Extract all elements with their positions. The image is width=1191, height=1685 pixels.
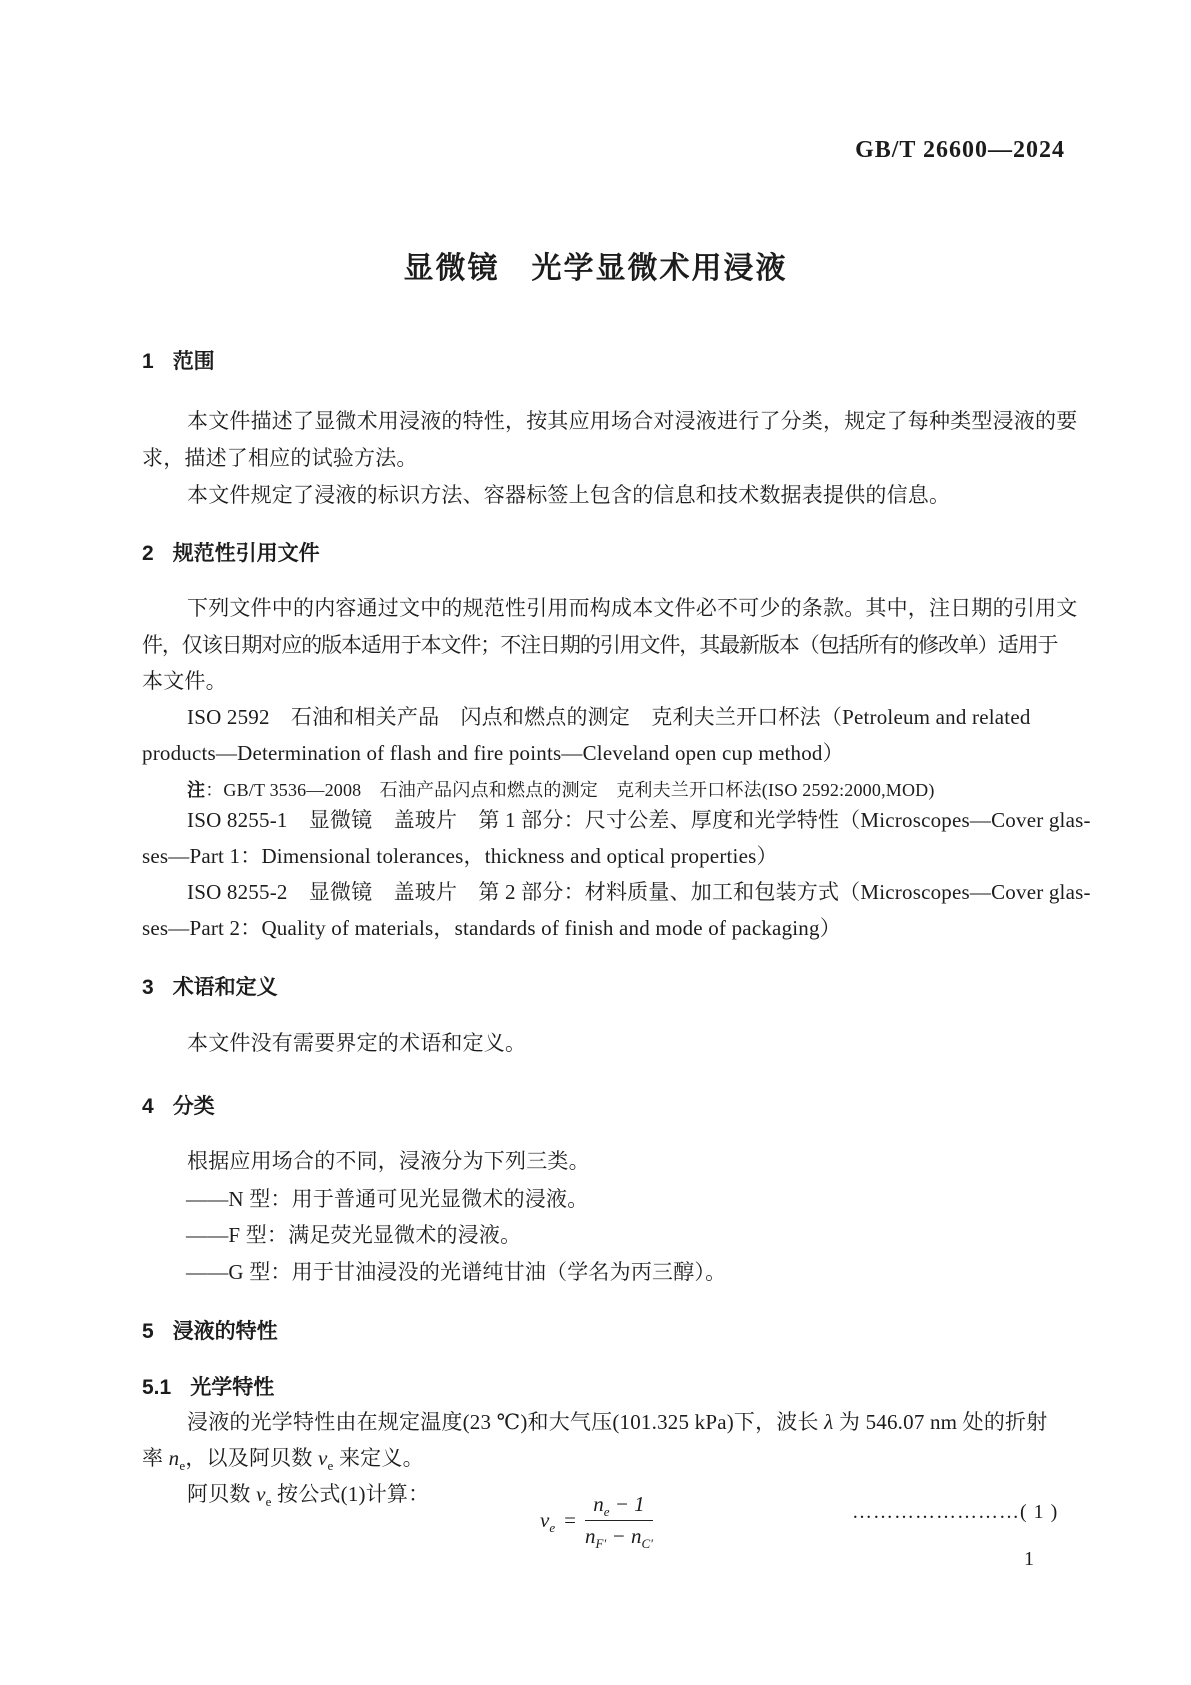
fraction-denominator: [584, 1521, 653, 1552]
equation-leader: [852, 1501, 1058, 1524]
formula-lhs: [540, 1508, 556, 1536]
subscript: e: [549, 1520, 556, 1536]
paragraph-line: 根据应用场合的不同，浸液分为下列三类。: [187, 1149, 590, 1173]
note-text: ：GB/T 3536—2008 石油产品闪点和燃点的测定 克利夫兰开口杯法(ISO 2592:2000,MOD): [205, 780, 935, 800]
abbe-number-formula: [540, 1492, 653, 1552]
reference-iso2592-line: ISO 2592 石油和相关产品 闪点和燃点的测定 克利夫兰开口杯法（Petroleum and related: [187, 705, 1031, 729]
page-number: 1: [1024, 1548, 1034, 1570]
paragraph-line: 件，仅该日期对应的版本适用于本文件；不注日期的引用文件，其最新版本（包括所有的修改单）适用于: [142, 633, 1058, 657]
n-symbol: n: [584, 1524, 596, 1548]
paragraph-line: [187, 1410, 1047, 1434]
section-2-heading: [142, 537, 320, 567]
text-run: 率: [142, 1446, 169, 1470]
section-4-heading: [142, 1090, 215, 1120]
section-number: 3: [142, 976, 154, 999]
equals-sign: =: [564, 1508, 576, 1532]
section-5-heading: [142, 1315, 278, 1345]
section-number: 2: [142, 542, 154, 565]
section-label: 术语和定义: [172, 976, 278, 999]
reference-iso2592-line: products—Determination of flash and fire points—Cleveland open cup method）: [142, 741, 844, 765]
section-3-heading: [142, 971, 278, 1001]
n-symbol: n: [593, 1492, 604, 1516]
lambda-symbol: λ: [824, 1410, 834, 1434]
paragraph-line: 求，描述了相应的试验方法。: [142, 446, 418, 470]
text-run: − 1: [609, 1492, 645, 1516]
leader-dots: ……………………: [852, 1501, 1020, 1523]
paragraph-line: 下列文件中的内容通过文中的规范性引用而构成本文件必不可少的条款。其中，注日期的引用文: [187, 596, 1078, 620]
text-run: 浸液的光学特性由在规定温度(23 ℃)和大气压(101.325 kPa)下，波长: [187, 1410, 825, 1434]
note-line: [187, 778, 935, 802]
paragraph-line: 本文件描述了显微术用浸液的特性，按其应用场合对浸液进行了分类，规定了每种类型浸液的要: [187, 409, 1078, 433]
text-run: 按公式(1)计算：: [271, 1482, 430, 1506]
section-label: 浸液的特性: [172, 1320, 278, 1343]
list-item-g-type: ——G 型：用于甘油浸没的光谱纯甘油（学名为丙三醇）。: [186, 1260, 727, 1284]
nu-e-symbol: ν: [256, 1482, 266, 1506]
section-number: 1: [142, 350, 154, 373]
section-5-1-heading: [142, 1371, 274, 1401]
paragraph-line: [187, 1482, 430, 1510]
text-run: 来定义。: [333, 1446, 424, 1470]
list-item-f-type: ——F 型：满足荧光显微术的浸液。: [186, 1223, 522, 1247]
paragraph-line: 本文件规定了浸液的标识方法、容器标签上包含的信息和技术数据表提供的信息。: [187, 483, 951, 507]
paragraph-line: [142, 1446, 424, 1474]
section-number: 4: [142, 1095, 154, 1118]
text-run: 阿贝数: [187, 1482, 257, 1506]
fraction-numerator: [585, 1492, 652, 1521]
formula-fraction: [584, 1492, 653, 1552]
text-run: 为 546.07 nm 处的折射: [833, 1410, 1048, 1434]
section-1-heading: [142, 345, 215, 375]
paragraph-line: 本文件没有需要界定的术语和定义。: [187, 1031, 527, 1055]
subscript: C′: [641, 1536, 653, 1552]
reference-iso8255-1-line: ses—Part 1：Dimensional tolerances，thickness and optical properties）: [142, 844, 778, 868]
paragraph-line: 本文件。: [142, 669, 227, 693]
section-label: 光学特性: [190, 1376, 275, 1399]
section-number: 5.1: [142, 1376, 172, 1399]
text-run: ，以及阿贝数: [185, 1446, 318, 1470]
list-item-n-type: ——N 型：用于普通可见光显微术的浸液。: [186, 1187, 589, 1211]
nu-e-symbol: ν: [318, 1446, 328, 1470]
subscript: e: [265, 1494, 272, 1510]
reference-iso8255-2-line: ses—Part 2：Quality of materials，standards of finish and mode of packaging）: [142, 916, 841, 940]
document-title: 显微镜 光学显微术用浸液: [403, 252, 788, 285]
subscript: F′: [595, 1536, 607, 1552]
n-symbol: n: [630, 1524, 642, 1548]
subscript: e: [179, 1458, 186, 1474]
section-number: 5: [142, 1320, 154, 1343]
n-e-symbol: n: [168, 1446, 180, 1470]
minus-sign: −: [606, 1524, 631, 1548]
equation-number: ( 1 ): [1020, 1501, 1059, 1523]
reference-iso8255-1-line: ISO 8255-1 显微镜 盖玻片 第 1 部分：尺寸公差、厚度和光学特性（Microscopes—Cover glas-: [187, 808, 1091, 832]
section-label: 分类: [172, 1095, 215, 1118]
reference-iso8255-2-line: ISO 8255-2 显微镜 盖玻片 第 2 部分：材料质量、加工和包装方式（Microscopes—Cover glas-: [187, 880, 1091, 904]
nu-symbol: ν: [540, 1508, 550, 1532]
doc-number: GB/T 26600—2024: [855, 137, 1065, 163]
section-label: 规范性引用文件: [172, 542, 320, 565]
subscript: e: [327, 1458, 334, 1474]
section-label: 范围: [172, 350, 215, 373]
subscript: e: [603, 1504, 610, 1520]
note-label: 注: [187, 780, 206, 800]
